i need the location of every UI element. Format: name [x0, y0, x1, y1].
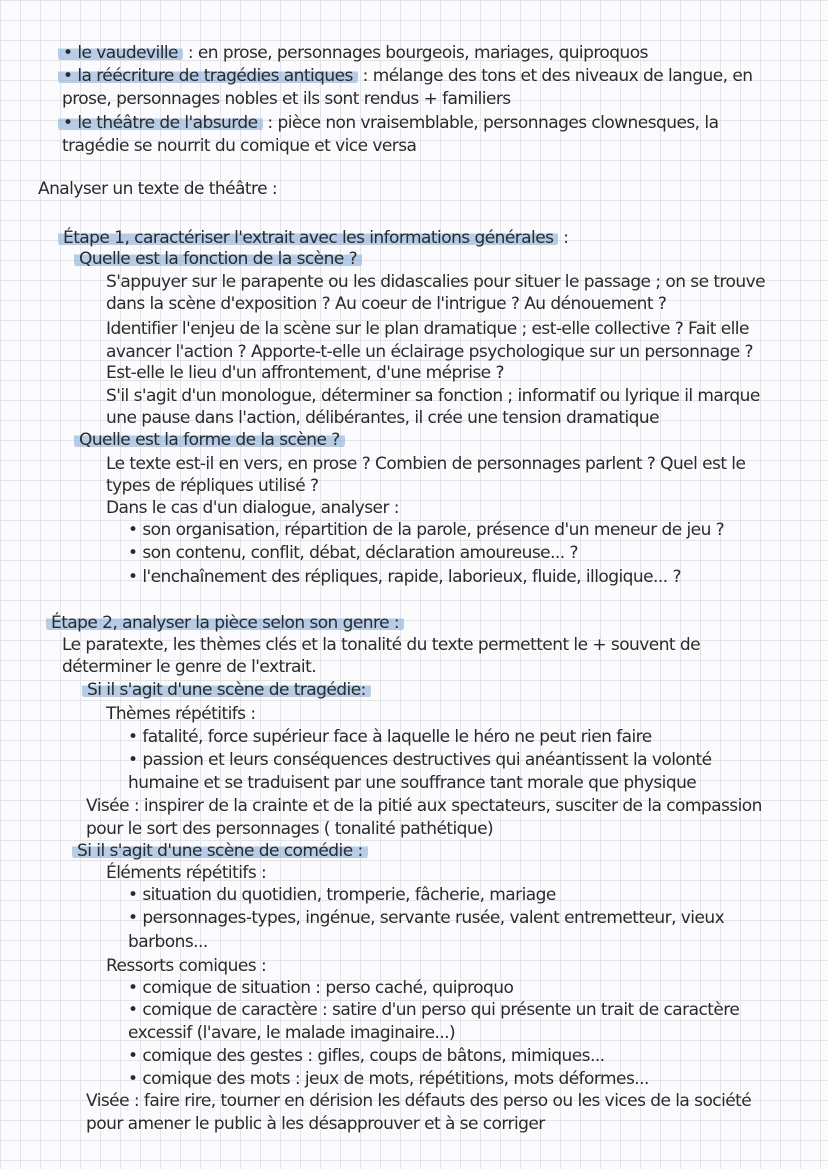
text-line: avancer l'action ? Apporte-t-elle un éclairage psychologique sur un personnage ?	[106, 342, 753, 362]
bullet-item: • personnages-types, ingénue, servante rusée, valent entremetteur, vieux	[128, 908, 725, 928]
highlight-term: Quelle est la fonction de la scène ?	[74, 249, 362, 269]
text-line: Éléments répétitifs :	[106, 863, 267, 883]
bullet-item: • son contenu, conflit, débat, déclaration amoureuse... ?	[128, 543, 578, 563]
text-line: tragédie se nourrit du comique et vice versa	[62, 136, 417, 156]
text-line: barbons...	[128, 932, 208, 952]
text-line: Dans le cas d'un dialogue, analyser :	[106, 498, 399, 518]
text-line: Est-elle le lieu d'un affrontement, d'une méprise ?	[106, 363, 504, 383]
step-2-heading	[46, 612, 404, 634]
text-line: dans la scène d'exposition ? Au coeur de l'intrigue ? Au dénouement ?	[106, 294, 667, 314]
text-line: S'appuyer sur le parapente ou les didascalies pour situer le passage ; on se trouve	[106, 272, 766, 292]
text-line: Visée : inspirer de la crainte et de la pitié aux spectateurs, susciter de la compassion	[86, 796, 762, 816]
question-heading	[74, 429, 345, 451]
text-line: pour le sort des personnages ( tonalité pathétique)	[86, 819, 494, 839]
bullet-item: • comique des gestes : gifles, coups de bâtons, mimiques...	[128, 1046, 605, 1066]
highlight-term: Si il s'agit d'une scène de tragédie:	[82, 680, 371, 700]
highlight-term: Étape 2, analyser la pièce selon son genre :	[46, 613, 404, 633]
text-line: excessif (l'avare, le malade imaginaire...)	[128, 1023, 456, 1043]
bullet-item: • passion et leurs conséquences destructives qui anéantissent la volonté	[128, 750, 712, 770]
highlight-term: Étape 1, caractériser l'extrait avec les informations générales	[58, 228, 558, 248]
highlight-term: Quelle est la forme de la scène ?	[74, 430, 345, 450]
text-line: Identifier l'enjeu de la scène sur le plan dramatique ; est-elle collective ? Fait elle	[106, 319, 749, 339]
bullet-item: • comique de situation : perso caché, quiproquo	[128, 978, 514, 998]
highlight-term: • la réécriture de tragédies antiques	[58, 66, 358, 86]
text-line: déterminer le genre de l'extrait.	[62, 657, 317, 677]
highlight-term: • le vaudeville	[58, 43, 183, 63]
genre-line-tragedies: • la réécriture de tragédies antiques : mélange des tons et des niveaux de langue, en	[58, 65, 753, 87]
genre-line-vaudeville: • le vaudeville : en prose, personnages bourgeois, mariages, quiproquos	[58, 42, 648, 64]
question-heading	[74, 248, 362, 270]
text-line: prose, personnages nobles et ils sont rendus + familiers	[62, 89, 511, 109]
text-line: S'il s'agit d'un monologue, déterminer sa fonction ; informatif ou lyrique il marque	[106, 386, 760, 406]
text-line: Le paratexte, les thèmes clés et la tonalité du texte permettent le + souvent de	[62, 635, 701, 655]
text-line: humaine et se traduisent par une souffrance tant morale que physique	[128, 773, 697, 793]
text-line: Ressorts comiques :	[106, 956, 267, 976]
genre-line-absurde: • le théâtre de l'absurde : pièce non vraisemblable, personnages clownesques, la	[58, 112, 718, 134]
highlight-term: • le théâtre de l'absurde	[58, 113, 263, 133]
section-title: Analyser un texte de théâtre :	[38, 179, 278, 199]
text-line: Visée : faire rire, tourner en dérision les défauts des perso ou les vices de la société	[86, 1091, 752, 1111]
text-line: types de répliques utilisé ?	[106, 476, 319, 496]
tragedy-heading	[82, 679, 371, 701]
bullet-item: • comique de caractère : satire d'un perso qui présente un trait de caractère	[128, 1000, 740, 1020]
text-line: Thèmes répétitifs :	[106, 704, 256, 724]
step-1-heading: Étape 1, caractériser l'extrait avec les informations générales :	[58, 227, 568, 249]
bullet-item: • l'enchaînement des répliques, rapide, laborieux, fluide, illogique... ?	[128, 567, 681, 587]
bullet-item: • son organisation, répartition de la parole, présence d'un meneur de jeu ?	[128, 520, 725, 540]
text-line: une pause dans l'action, délibérantes, il crée une tension dramatique	[106, 408, 660, 428]
bullet-item: • comique des mots : jeux de mots, répétitions, mots déformes...	[128, 1069, 649, 1089]
bullet-item: • situation du quotidien, tromperie, fâcherie, mariage	[128, 885, 556, 905]
highlight-term: Si il s'agit d'une scène de comédie :	[72, 841, 368, 861]
bullet-item: • fatalité, force supérieur face à laquelle le héro ne peut rien faire	[128, 727, 652, 747]
comedy-heading	[72, 840, 368, 862]
text-line: Le texte est-il en vers, en prose ? Combien de personnages parlent ? Quel est le	[106, 454, 746, 474]
text-line: pour amener le public à les désapprouver et à se corriger	[86, 1114, 545, 1134]
